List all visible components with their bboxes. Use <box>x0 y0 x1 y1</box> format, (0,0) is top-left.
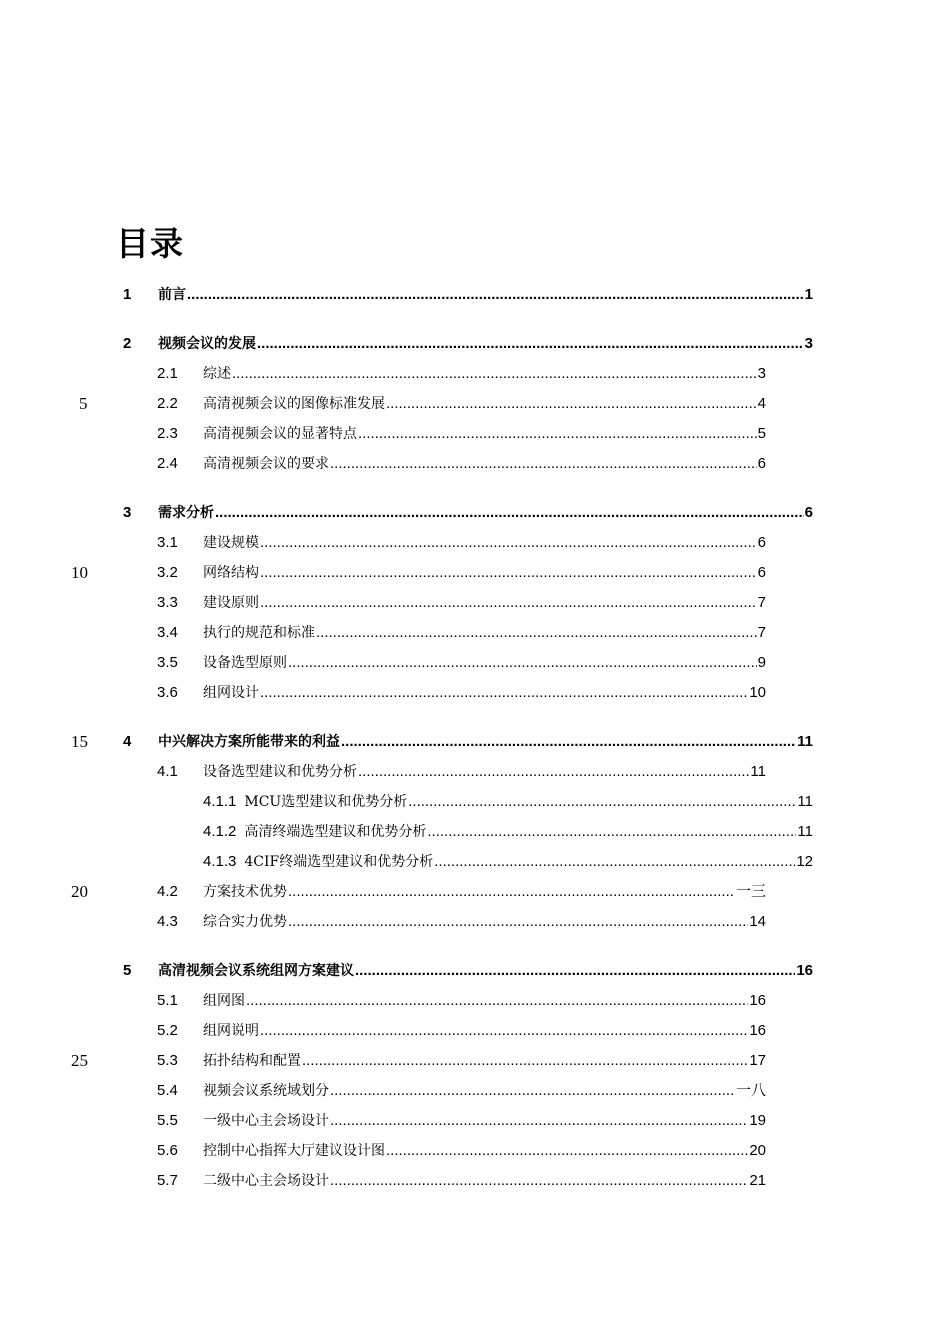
toc-leader-dots <box>260 532 757 554</box>
toc-entry-page: 14 <box>749 913 766 930</box>
toc-entry-page: 21 <box>749 1172 766 1189</box>
toc-entry-text: 中兴解决方案所能带来的利益 <box>158 734 340 750</box>
toc-entry-page: 6 <box>757 534 766 551</box>
toc-entry-number: 3.1 <box>157 534 178 551</box>
toc-entry[interactable] <box>157 532 766 554</box>
toc-entry[interactable] <box>157 881 766 903</box>
toc-entry-number: 4.2 <box>157 883 178 900</box>
toc-entry-number: 5 <box>123 962 132 979</box>
toc-entry-text: 综述 <box>203 366 231 382</box>
toc-entry-number: 5.1 <box>157 992 178 1009</box>
toc-entry-number: 3.4 <box>157 624 178 641</box>
toc-entry-page: 16 <box>796 962 813 979</box>
toc-entry-number: 5.6 <box>157 1142 178 1159</box>
toc-entry-page: 3 <box>757 365 766 382</box>
margin-line-number: 25 <box>71 1051 88 1070</box>
toc-entry[interactable] <box>123 960 813 982</box>
toc-entry-page: 10 <box>749 684 766 701</box>
toc-entry-page: 11 <box>797 823 813 840</box>
toc-entry-page: 19 <box>749 1112 766 1129</box>
toc-entry-number: 3.2 <box>157 564 178 581</box>
toc-entry[interactable] <box>123 502 813 524</box>
toc-entry[interactable] <box>157 453 766 475</box>
toc-entry[interactable] <box>203 791 813 813</box>
toc-entry-text: 二级中心主会场设计 <box>203 1173 329 1189</box>
toc-leader-dots <box>260 592 757 614</box>
toc-entry-text: 设备选型建议和优势分析 <box>203 764 357 780</box>
toc-entry-number: 3.6 <box>157 684 178 701</box>
toc-entry-page: 11 <box>750 763 766 780</box>
toc-leader-dots <box>215 502 804 524</box>
toc-leader-dots <box>408 791 796 813</box>
toc-entry-text: 视频会议的发展 <box>158 336 256 352</box>
toc-entry-text: 4CIF终端选型建议和优势分析 <box>244 854 434 870</box>
toc-entry-text: 一级中心主会场设计 <box>203 1113 329 1129</box>
toc-entry-text: 高清视频会议的要求 <box>203 456 329 472</box>
toc-entry-number: 3 <box>123 504 132 521</box>
toc-entry-number: 5.2 <box>157 1022 178 1039</box>
toc-entry-text: MCU选型建议和优势分析 <box>244 794 408 810</box>
toc-entry[interactable] <box>203 821 813 843</box>
toc-entry-number: 4.3 <box>157 913 178 930</box>
toc-entry-text: 设备选型原则 <box>203 655 287 671</box>
toc-leader-dots <box>288 652 757 674</box>
toc-entry-page: 3 <box>804 335 813 352</box>
toc-entry-number: 1 <box>123 286 132 303</box>
toc-leader-dots <box>330 453 757 475</box>
toc-entry[interactable] <box>157 1050 766 1072</box>
toc-leader-dots <box>358 423 757 445</box>
toc-entry-text: 组网说明 <box>203 1023 259 1039</box>
toc-entry-page: 20 <box>749 1142 766 1159</box>
toc-entry-number: 4.1 <box>157 763 178 780</box>
toc-entry-number: 3.5 <box>157 654 178 671</box>
toc-entry-page: 17 <box>749 1052 766 1069</box>
toc-entry[interactable] <box>157 990 766 1012</box>
toc-leader-dots <box>341 731 796 753</box>
toc-entry-page: 6 <box>757 455 766 472</box>
toc-entry[interactable] <box>157 652 766 674</box>
toc-entry-number: 5.5 <box>157 1112 178 1129</box>
toc-entry-page: 16 <box>749 992 766 1009</box>
toc-leader-dots <box>246 990 748 1012</box>
toc-entry-text: 综合实力优势 <box>203 914 287 930</box>
toc-entry-number: 2.3 <box>157 425 178 442</box>
toc-entry-text: 组网图 <box>203 993 245 1009</box>
toc-entry-number: 3.3 <box>157 594 178 611</box>
toc-entry[interactable] <box>157 1170 766 1192</box>
toc-entry-text: 需求分析 <box>158 505 214 521</box>
toc-entry-text: 拓扑结构和配置 <box>203 1053 301 1069</box>
toc-leader-dots <box>232 363 757 385</box>
toc-entry-number: 2.1 <box>157 365 178 382</box>
toc-entry-number: 2.4 <box>157 455 178 472</box>
toc-entry-page: 9 <box>757 654 766 671</box>
toc-entry-page: 11 <box>797 733 813 750</box>
margin-line-number: 10 <box>71 563 88 582</box>
toc-entry[interactable] <box>157 682 766 704</box>
toc-leader-dots <box>330 1170 748 1192</box>
toc-entry-page: 4 <box>757 395 766 412</box>
toc-entry-page: 一三 <box>735 883 766 900</box>
toc-entry-number: 2.2 <box>157 395 178 412</box>
toc-leader-dots <box>187 284 804 306</box>
toc-entry-number: 4 <box>123 733 132 750</box>
toc-entry[interactable] <box>157 562 766 584</box>
toc-leader-dots <box>260 562 757 584</box>
toc-leader-dots <box>288 911 748 933</box>
toc-entry-text: 方案技术优势 <box>203 884 287 900</box>
toc-leader-dots <box>386 1140 748 1162</box>
toc-entry[interactable] <box>157 393 766 415</box>
toc-leader-dots <box>355 960 795 982</box>
toc-leader-dots <box>434 851 795 873</box>
toc-entry[interactable] <box>157 1110 766 1132</box>
toc-entry[interactable] <box>123 333 813 355</box>
toc-entry-text: 控制中心指挥大厅建议设计图 <box>203 1143 385 1159</box>
toc-entry[interactable] <box>157 761 766 783</box>
toc-entry-text: 高清视频会议系统组网方案建议 <box>158 963 354 979</box>
toc-entry-page: 6 <box>757 564 766 581</box>
toc-entry-text: 高清视频会议的显著特点 <box>203 426 357 442</box>
toc-entry[interactable] <box>203 851 813 873</box>
toc-entry-number: 4.1.1 <box>203 793 237 810</box>
toc-leader-dots <box>427 821 796 843</box>
toc-entry-page: 7 <box>757 594 766 611</box>
toc-entry-text: 组网设计 <box>203 685 259 701</box>
toc-entry[interactable] <box>157 911 766 933</box>
toc-entry[interactable] <box>123 284 813 306</box>
toc-entry-text: 高清终端选型建议和优势分析 <box>244 824 427 840</box>
toc-leader-dots <box>260 682 748 704</box>
toc-entry-page: 12 <box>796 853 813 870</box>
toc-entry-number: 4.1.3 <box>203 853 237 870</box>
toc-entry-text: 建设原则 <box>203 595 259 611</box>
toc-entry[interactable] <box>157 622 766 644</box>
toc-entry-text: 视频会议系统域划分 <box>203 1083 329 1099</box>
toc-leader-dots <box>316 622 757 644</box>
toc-entry[interactable] <box>123 731 813 753</box>
toc-title: 目录 <box>116 224 184 263</box>
toc-entry[interactable] <box>157 423 766 445</box>
margin-line-number: 15 <box>71 732 88 751</box>
toc-leader-dots <box>288 881 735 903</box>
toc-leader-dots <box>330 1110 748 1132</box>
toc-leader-dots <box>257 333 804 355</box>
margin-line-number: 5 <box>79 394 88 413</box>
toc-entry-text: 前言 <box>158 287 186 303</box>
toc-entry-page: 一八 <box>735 1082 766 1099</box>
toc-leader-dots <box>302 1050 748 1072</box>
toc-entry[interactable] <box>157 1140 766 1162</box>
toc-entry-number: 5.4 <box>157 1082 178 1099</box>
toc-entry-page: 6 <box>804 504 813 521</box>
toc-entry-page: 1 <box>804 286 813 303</box>
toc-leader-dots <box>386 393 757 415</box>
toc-entry-text: 高清视频会议的图像标准发展 <box>203 396 385 412</box>
toc-entry-page: 7 <box>757 624 766 641</box>
toc-entry-number: 5.3 <box>157 1052 178 1069</box>
toc-entry[interactable] <box>157 592 766 614</box>
toc-entry-text: 执行的规范和标准 <box>203 625 315 641</box>
toc-entry[interactable] <box>157 1080 766 1102</box>
toc-entry-page: 11 <box>797 793 813 810</box>
toc-entry-page: 16 <box>749 1022 766 1039</box>
toc-entry[interactable] <box>157 363 766 385</box>
toc-entry[interactable] <box>157 1020 766 1042</box>
margin-line-number: 20 <box>71 882 88 901</box>
toc-leader-dots <box>358 761 749 783</box>
toc-entry-number: 4.1.2 <box>203 823 237 840</box>
toc-leader-dots <box>330 1080 735 1102</box>
toc-entry-text: 网络结构 <box>203 565 259 581</box>
toc-leader-dots <box>260 1020 748 1042</box>
toc-entry-number: 5.7 <box>157 1172 178 1189</box>
toc-entry-number: 2 <box>123 335 132 352</box>
toc-entry-page: 5 <box>757 425 766 442</box>
toc-entry-text: 建设规模 <box>203 535 259 551</box>
